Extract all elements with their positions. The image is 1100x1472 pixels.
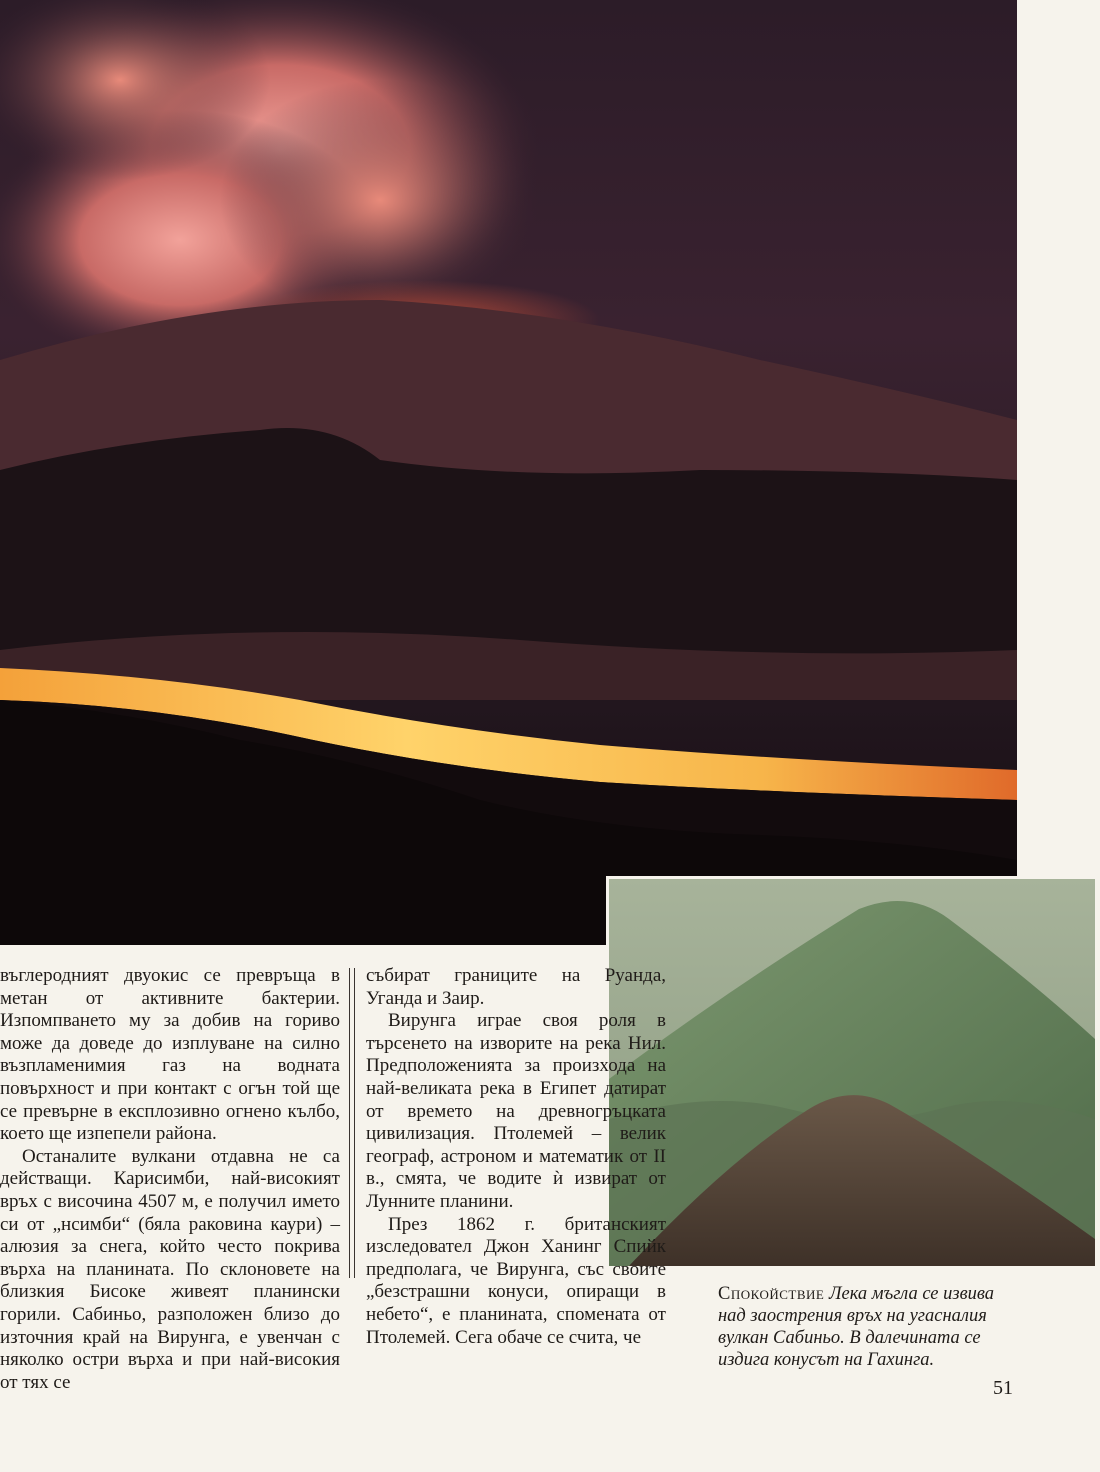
paragraph: През 1862 г. британският изследовател Джон Ханинг Спийк предполага, че Вирунга, със своите „безстрашни конуси, опиращи в небето“, е планината, спомената от Птолемей. Сега обаче се счита, че — [366, 1213, 666, 1348]
photo-caption — [718, 1283, 1008, 1371]
column-divider — [349, 968, 355, 1278]
paragraph: Останалите вулкани отдавна не са действащи. Карисимби, най-високият връх с височина 4507 м, е получил името си от „нсимби“ (бяла раковина каури) – алюзия за снега, който често покрива върха на планината. По склоновете на близкия Бисоке живеят планински горили. Сабиньо, разположен близо до източния край на Вирунга, е увенчан с няколко остри върха и при най-високия от тях се — [0, 1145, 340, 1393]
caption-text: Лека мъгла се извива над заострения връх на угасналия вулкан Сабиньо. В далечината се издига конусът на Гахинга. — [718, 1284, 995, 1370]
article-column-left — [0, 965, 340, 1394]
paragraph: Вирунга играе своя роля в търсенето на изворите на река Нил. Предположенията за произхода на най-великата река в Египет датират от времето на древногръцката цивилизация. Птолемей – велик географ, астроном и математик от II в., смята, че водите ѝ извират от Лунните планини. — [366, 1010, 666, 1212]
paragraph: събират границите на Руанда, Уганда и Заир. — [366, 965, 666, 1009]
caption-heading: Спокойствие — [718, 1284, 825, 1304]
sabinyo-volcano-image — [609, 879, 1095, 1266]
paragraph: въглеродният двуокис се превръща в метан от активните бактерии. Изпомпването му за добив на гориво може да доведе до изплуване на силно възпламенимия газ на водната повърхност и при контакт с огън той ще се превърне в експлозивно огнено кълбо, което ще изпепели района. — [0, 965, 340, 1145]
page-number: 51 — [993, 1377, 1013, 1399]
inset-photo — [606, 876, 1098, 1269]
article-column-middle — [366, 965, 666, 1349]
